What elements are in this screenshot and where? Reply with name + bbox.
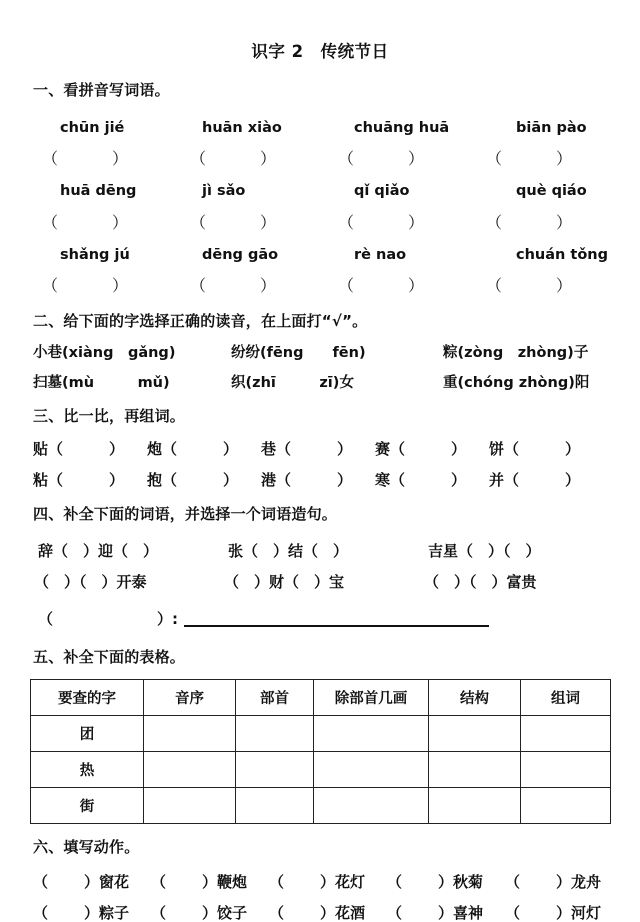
- answer-blank[interactable]: （ ）: [486, 212, 573, 232]
- pronunciation-item[interactable]: 重(chóng zhòng)阳: [443, 374, 590, 391]
- section-heading-six: 六、填写动作。: [33, 838, 140, 856]
- word-suffix: 子: [573, 345, 589, 361]
- character: 炮: [147, 440, 163, 458]
- verb-fill-item[interactable]: （ ）秋菊: [387, 873, 484, 891]
- pinyin-options: zhī zī: [252, 374, 333, 391]
- pronunciation-item[interactable]: 粽(zòng zhòng)子: [443, 345, 589, 361]
- pronunciation-item[interactable]: 织(zhī zī)女: [231, 374, 354, 391]
- answer-blank[interactable]: （ ）: [190, 276, 277, 295]
- verb-fill-item[interactable]: （ ）饺子: [151, 904, 248, 922]
- pinyin-word: dēng gāo: [202, 246, 279, 263]
- table-cell-blank[interactable]: [314, 788, 429, 824]
- table-cell-blank[interactable]: [429, 716, 521, 752]
- idiom-row-2: [0, 575, 640, 590]
- compare-item[interactable]: 贴（ ）: [33, 440, 125, 458]
- table-cell-blank[interactable]: [521, 716, 611, 752]
- table-cell-blank[interactable]: [429, 788, 521, 824]
- compare-item[interactable]: 巷（ ）: [261, 440, 353, 458]
- table-cell-blank[interactable]: [236, 788, 314, 824]
- target-word: 纷纷: [231, 345, 260, 361]
- idiom-row-1: [0, 544, 640, 559]
- answer-blank[interactable]: （ ）: [42, 212, 129, 232]
- compare-item[interactable]: 饼（ ）: [489, 440, 581, 458]
- idiom-item[interactable]: 吉星（ ）（ ）: [428, 542, 541, 560]
- compare-row-1: [0, 442, 640, 457]
- answer-blank[interactable]: （ ）: [486, 149, 573, 168]
- table-cell-blank[interactable]: [314, 752, 429, 788]
- table-cell-blank[interactable]: [236, 752, 314, 788]
- character: 赛: [375, 440, 391, 458]
- column-header: 要查的字: [31, 680, 144, 716]
- answer-blank[interactable]: （ ）: [42, 276, 129, 295]
- pinyin-options: chóng zhòng: [464, 374, 569, 391]
- target-word: 织: [231, 374, 246, 391]
- idiom-item[interactable]: （ ）财（ ）宝: [224, 573, 345, 591]
- word-suffix: 女: [339, 374, 354, 391]
- noun-label: 窗花: [99, 873, 130, 891]
- answer-blank[interactable]: （ ）: [338, 212, 425, 232]
- verb-fill-item[interactable]: （ ）窗花: [33, 873, 130, 891]
- table-cell-blank[interactable]: [521, 788, 611, 824]
- character: 寒: [375, 471, 391, 489]
- pinyin-word: chūn jié: [60, 119, 125, 136]
- pinyin-word: què qiáo: [516, 183, 587, 199]
- answer-bracket-row-3: [0, 278, 640, 294]
- answer-blank[interactable]: （ ）: [338, 276, 425, 295]
- section-heading-one: 一、看拼音写词语。: [33, 80, 170, 99]
- answer-bracket-row-2: [0, 212, 640, 232]
- pinyin-word: rè nao: [354, 246, 407, 263]
- verb-fill-item[interactable]: （ ）喜神: [387, 904, 484, 922]
- section-heading-four: 四、补全下面的词语，并选择一个词语造句。: [33, 505, 338, 523]
- idiom-item[interactable]: （ ）（ ）富贵: [424, 573, 537, 591]
- verb-fill-row-1: [0, 875, 640, 890]
- compare-item[interactable]: 赛（ ）: [375, 440, 467, 458]
- target-word: 重: [443, 374, 458, 391]
- verb-fill-item[interactable]: （ ）花酒: [269, 904, 366, 922]
- noun-label: 花灯: [335, 873, 366, 891]
- pinyin-word: jì sǎo: [202, 183, 246, 199]
- compare-item[interactable]: 粘（ ）: [33, 471, 125, 489]
- pinyin-word: huān xiào: [202, 119, 282, 136]
- column-header: 部首: [236, 680, 314, 716]
- verb-fill-item[interactable]: （ ）河灯: [505, 904, 602, 922]
- compare-row-2: [0, 473, 640, 488]
- pinyin-row-2: [0, 184, 640, 199]
- section-heading-three: 三、比一比，再组词。: [33, 407, 186, 425]
- verb-fill-row-2: [0, 906, 640, 921]
- lookup-character: 街: [31, 788, 144, 824]
- pinyin-options: fēng fēn: [266, 345, 359, 361]
- table-cell-blank[interactable]: [429, 752, 521, 788]
- sentence-making-row: [0, 612, 640, 627]
- compare-item[interactable]: 港（ ）: [261, 471, 353, 489]
- section-heading-five: 五、补全下面的表格。: [33, 648, 186, 666]
- pinyin-word: biān pào: [516, 119, 587, 136]
- character: 港: [261, 471, 277, 489]
- compare-item[interactable]: 抱（ ）: [147, 471, 239, 489]
- answer-blank[interactable]: （ ）: [190, 212, 277, 232]
- answer-blank[interactable]: （ ）: [486, 276, 573, 295]
- table-row: [31, 716, 611, 752]
- noun-label: 鞭炮: [217, 873, 248, 891]
- character: 抱: [147, 471, 163, 489]
- table-cell-blank[interactable]: [314, 716, 429, 752]
- pinyin-word: qǐ qiǎo: [354, 183, 410, 199]
- verb-fill-item[interactable]: （ ）龙舟: [505, 873, 602, 891]
- answer-bracket-row-1: [0, 151, 640, 167]
- character: 贴: [33, 440, 49, 458]
- target-word: 小巷: [33, 345, 62, 361]
- idiom-item[interactable]: 张（ ）结（ ）: [228, 542, 349, 560]
- verb-fill-item[interactable]: （ ）鞭炮: [151, 873, 248, 891]
- pinyin-options: xiàng gǎng: [68, 345, 169, 361]
- pinyin-row-1: [0, 121, 640, 136]
- pinyin-word: chuāng huā: [354, 119, 450, 136]
- noun-label: 粽子: [99, 904, 130, 922]
- table-cell-blank[interactable]: [144, 716, 236, 752]
- target-word: 粽: [443, 345, 458, 361]
- verb-fill-item[interactable]: （ ）花灯: [269, 873, 366, 891]
- pronunciation-row-2: [0, 376, 640, 391]
- answer-blank[interactable]: （ ）: [190, 149, 277, 168]
- compare-item[interactable]: 并（ ）: [489, 471, 581, 489]
- noun-label: 饺子: [217, 904, 248, 922]
- pronunciation-item[interactable]: 小巷(xiàng gǎng): [33, 345, 176, 361]
- pinyin-row-3: [0, 248, 640, 263]
- character: 饼: [489, 440, 505, 458]
- dictionary-lookup-table: [30, 679, 611, 824]
- noun-label: 秋菊: [453, 873, 484, 891]
- character: 粘: [33, 471, 49, 489]
- column-header: 除部首几画: [314, 680, 429, 716]
- noun-label: 花酒: [335, 904, 366, 922]
- compare-item[interactable]: 寒（ ）: [375, 471, 467, 489]
- noun-label: 喜神: [453, 904, 484, 922]
- answer-blank[interactable]: （ ）: [42, 149, 129, 168]
- pronunciation-row-1: [0, 346, 640, 361]
- page-title: 识字 2 传统节日: [251, 42, 389, 61]
- pinyin-word: shǎng jú: [60, 246, 130, 263]
- noun-label: 龙舟: [571, 873, 602, 891]
- lookup-character: 热: [31, 752, 144, 788]
- table-header-row: [31, 680, 611, 716]
- chosen-idiom-blank[interactable]: （ ）:: [38, 610, 179, 628]
- section-heading-two: 二、给下面的字选择正确的读音，在上面打“√”。: [33, 312, 368, 330]
- character: 巷: [261, 440, 277, 458]
- pronunciation-item[interactable]: 扫墓(mù mǔ): [33, 374, 170, 391]
- pronunciation-item[interactable]: 纷纷(fēng fēn): [231, 345, 366, 361]
- column-header: 组词: [521, 680, 611, 716]
- table-cell-blank[interactable]: [144, 752, 236, 788]
- pinyin-options: zòng zhòng: [464, 345, 568, 361]
- compare-item[interactable]: 炮（ ）: [147, 440, 239, 458]
- word-suffix: 阳: [574, 374, 590, 391]
- column-header: 结构: [429, 680, 521, 716]
- noun-label: 河灯: [571, 904, 602, 922]
- table-row: [31, 788, 611, 824]
- table-cell-blank[interactable]: [521, 752, 611, 788]
- table-cell-blank[interactable]: [236, 716, 314, 752]
- table-cell-blank[interactable]: [144, 788, 236, 824]
- sentence-write-line[interactable]: [184, 612, 489, 627]
- pinyin-word: huā dēng: [60, 183, 137, 199]
- table-row: [31, 752, 611, 788]
- lookup-character: 团: [31, 716, 144, 752]
- column-header: 音序: [144, 680, 236, 716]
- pinyin-options: mù mǔ: [68, 374, 164, 391]
- answer-blank[interactable]: （ ）: [338, 149, 425, 168]
- character: 并: [489, 471, 505, 489]
- pinyin-word: chuán tǒng: [516, 246, 608, 263]
- idiom-item[interactable]: 辞（ ）迎（ ）: [38, 542, 159, 560]
- idiom-item[interactable]: （ ）（ ）开泰: [34, 573, 147, 591]
- verb-fill-item[interactable]: （ ）粽子: [33, 904, 130, 922]
- target-word: 扫墓: [33, 374, 62, 391]
